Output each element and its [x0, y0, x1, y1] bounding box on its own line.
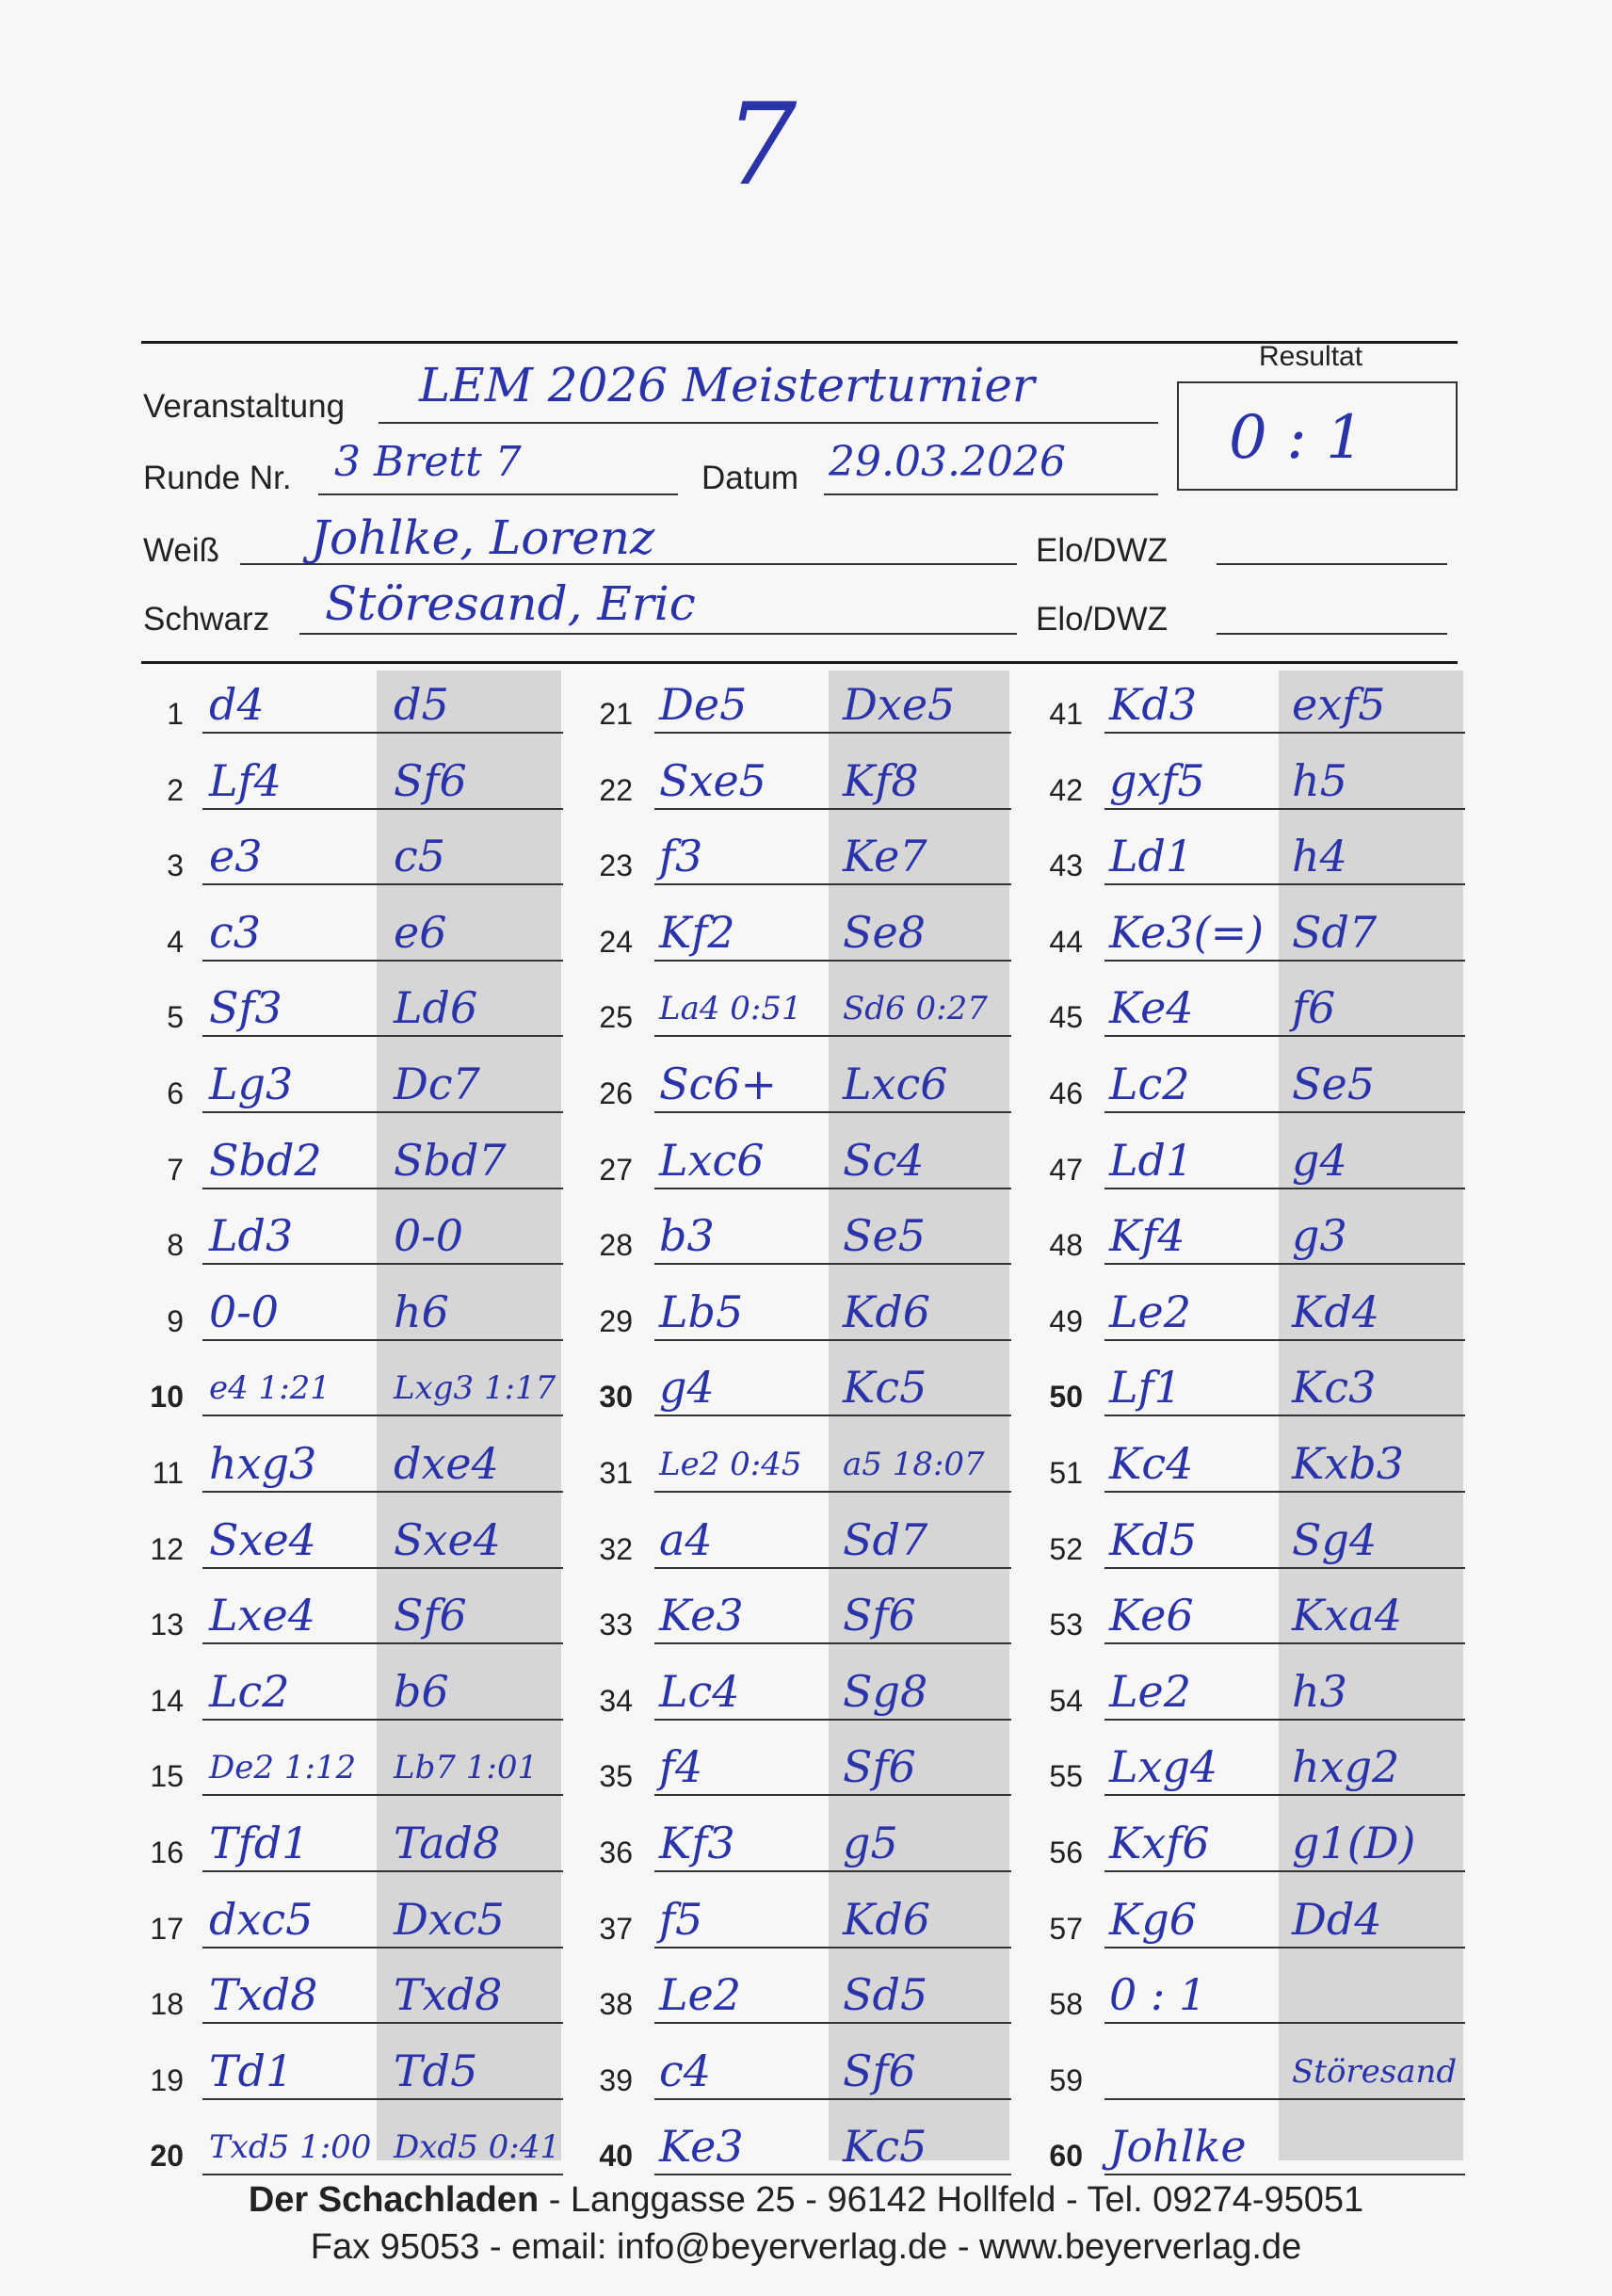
footer-line-2: Fax 95053 - email: info@beyerverlag.de - www.beyerverlag.de — [310, 2227, 1302, 2267]
white-move[interactable]: Johlke — [1109, 2121, 1247, 2173]
white-move-underline — [1104, 1794, 1465, 1796]
move-number: 31 — [599, 1456, 633, 1490]
white-move-underline — [654, 2022, 1011, 2024]
black-move[interactable]: g5 — [843, 1818, 898, 1868]
black-move[interactable]: d5 — [394, 679, 449, 730]
move-number: 8 — [167, 1228, 184, 1263]
white-move-underline — [654, 2098, 1011, 2100]
white-move-underline — [202, 2022, 563, 2024]
black-move[interactable]: e6 — [394, 906, 447, 958]
black-move[interactable]: Kxa4 — [1292, 1590, 1402, 1641]
white-move[interactable]: Ld3 — [209, 1210, 294, 1262]
move-number: 18 — [150, 1987, 184, 2022]
black-move[interactable]: Kd4 — [1292, 1285, 1380, 1337]
move-number: 4 — [167, 924, 184, 959]
move-number: 16 — [150, 1835, 184, 1869]
white-move-underline — [1104, 1719, 1465, 1721]
footer-address: - Langgasse 25 - 96142 Hollfeld - Tel. 09274-95051 — [539, 2180, 1364, 2220]
white-move[interactable]: e4 1:21 — [209, 1369, 330, 1408]
elo-label-weiss: Elo/DWZ — [1036, 532, 1168, 569]
datum-label: Datum — [701, 460, 799, 496]
white-move-underline — [202, 1263, 563, 1265]
move-number: 23 — [599, 849, 633, 883]
white-move[interactable]: Lg3 — [209, 1059, 294, 1109]
move-number: 20 — [150, 2139, 184, 2174]
black-move[interactable]: h6 — [394, 1285, 449, 1337]
white-move-underline — [1104, 1339, 1465, 1341]
black-move[interactable]: hxg2 — [1292, 1741, 1400, 1793]
move-number: 5 — [167, 1000, 184, 1035]
white-move[interactable]: b3 — [659, 1210, 715, 1262]
black-move[interactable]: exf5 — [1292, 679, 1386, 730]
runde-value[interactable]: 3 Brett 7 — [334, 438, 522, 486]
white-move-underline — [202, 1719, 563, 1721]
black-move[interactable]: Kxb3 — [1292, 1438, 1405, 1489]
white-move-underline — [202, 1947, 563, 1948]
white-move-underline — [202, 808, 563, 810]
white-move-underline — [654, 1415, 1011, 1416]
footer-line-1 — [0, 2180, 1612, 2221]
move-number: 38 — [599, 1987, 633, 2022]
black-move[interactable]: Dxc5 — [394, 1893, 505, 1945]
black-move[interactable]: Sg8 — [843, 1665, 928, 1717]
black-move[interactable]: Sd5 — [843, 1969, 928, 2021]
move-number: 58 — [1049, 1987, 1083, 2022]
move-number: 36 — [599, 1835, 633, 1869]
white-move[interactable]: Kf4 — [1109, 1210, 1185, 1262]
white-move-underline — [1104, 1035, 1465, 1037]
black-move[interactable]: Dd4 — [1292, 1893, 1382, 1945]
white-move-underline — [202, 883, 563, 885]
white-move-underline — [654, 1642, 1011, 1644]
move-number: 50 — [1049, 1380, 1083, 1415]
white-move-underline — [202, 1870, 563, 1872]
white-move-underline — [202, 1794, 563, 1796]
sheet-number: 7 — [725, 80, 798, 211]
black-move[interactable]: Kc5 — [843, 2121, 927, 2173]
move-number: 34 — [599, 1683, 633, 1718]
move-number: 48 — [1049, 1228, 1083, 1263]
white-move-underline — [654, 1035, 1011, 1037]
white-move[interactable]: Lxg4 — [1109, 1741, 1218, 1793]
white-move-underline — [202, 2174, 563, 2175]
black-move[interactable]: Sd7 — [1292, 906, 1378, 958]
black-move[interactable]: Sf6 — [843, 1590, 916, 1641]
white-move[interactable]: f5 — [659, 1893, 703, 1945]
white-move[interactable]: Lf1 — [1109, 1362, 1182, 1414]
black-move[interactable]: Dxe5 — [843, 679, 956, 730]
white-move-underline — [654, 1111, 1011, 1113]
move-number: 10 — [150, 1380, 184, 1415]
black-move[interactable]: h4 — [1292, 831, 1347, 882]
move-number: 60 — [1049, 2139, 1083, 2174]
white-move[interactable]: 0 : 1 — [1109, 1969, 1207, 2021]
move-number: 51 — [1049, 1456, 1083, 1490]
move-number: 40 — [599, 2139, 633, 2174]
white-move[interactable]: Lc4 — [659, 1665, 740, 1717]
white-move[interactable]: De5 — [659, 679, 748, 730]
black-move[interactable]: Tad8 — [394, 1818, 501, 1868]
white-move[interactable]: Lxc6 — [659, 1134, 765, 1186]
black-move[interactable]: Sxe4 — [394, 1513, 501, 1565]
white-move-underline — [654, 2174, 1011, 2175]
black-move[interactable]: Sf6 — [394, 1590, 467, 1641]
move-number: 39 — [599, 2062, 633, 2097]
move-number: 9 — [167, 1303, 184, 1338]
white-move-underline — [1104, 1491, 1465, 1493]
move-number: 22 — [599, 772, 633, 807]
white-move-underline — [654, 808, 1011, 810]
white-move[interactable]: Kg6 — [1109, 1893, 1198, 1945]
white-move[interactable]: Sxe5 — [659, 754, 766, 806]
white-move-underline — [654, 1870, 1011, 1872]
black-move[interactable]: Sc4 — [843, 1134, 925, 1186]
white-move[interactable]: Lxe4 — [209, 1590, 315, 1641]
white-move-underline — [202, 960, 563, 962]
move-number: 57 — [1049, 1911, 1083, 1946]
black-move[interactable]: Dc7 — [394, 1059, 480, 1109]
white-move-underline — [1104, 960, 1465, 962]
white-move[interactable]: dxc5 — [209, 1893, 314, 1945]
white-move[interactable]: a4 — [659, 1513, 713, 1565]
veranstaltung-underline — [379, 422, 1158, 424]
black-move[interactable]: Kc3 — [1292, 1362, 1377, 1414]
black-move[interactable]: Se5 — [1292, 1059, 1376, 1109]
white-move[interactable]: Sf3 — [209, 982, 282, 1034]
move-number: 59 — [1049, 2062, 1083, 2097]
runde-underline — [318, 493, 678, 495]
white-move-underline — [654, 1567, 1011, 1569]
black-move[interactable]: f6 — [1292, 982, 1336, 1034]
white-move[interactable]: Ke6 — [1109, 1590, 1194, 1641]
runde-label: Runde Nr. — [143, 460, 292, 496]
move-number: 26 — [599, 1076, 633, 1110]
white-move-underline — [202, 1567, 563, 1569]
header-bottom-rule — [141, 661, 1458, 664]
black-move[interactable]: Sd7 — [843, 1513, 928, 1565]
white-move[interactable]: Ke4 — [1109, 982, 1194, 1034]
white-move-underline — [202, 732, 563, 734]
move-number: 44 — [1049, 924, 1083, 959]
white-move-underline — [654, 1491, 1011, 1493]
move-number: 45 — [1049, 1000, 1083, 1035]
black-move[interactable]: Sf6 — [394, 754, 467, 806]
white-move[interactable]: 0-0 — [209, 1285, 280, 1337]
white-move-underline — [1104, 1567, 1465, 1569]
black-move[interactable]: Se5 — [843, 1210, 927, 1262]
move-number: 49 — [1049, 1303, 1083, 1338]
footer-brand: Der Schachladen — [248, 2180, 540, 2220]
black-move[interactable]: dxe4 — [394, 1438, 499, 1489]
move-number: 47 — [1049, 1152, 1083, 1187]
move-number: 35 — [599, 1759, 633, 1794]
datum-underline — [824, 493, 1158, 495]
white-move-underline — [654, 1339, 1011, 1341]
move-number: 15 — [150, 1759, 184, 1794]
white-move-underline — [654, 883, 1011, 885]
white-move[interactable]: Le2 — [1109, 1665, 1192, 1717]
white-move[interactable]: Ld1 — [1109, 831, 1194, 882]
schwarz-value[interactable]: Störesand, Eric — [325, 576, 696, 631]
black-move[interactable]: h5 — [1292, 754, 1347, 806]
black-move[interactable]: Se8 — [843, 906, 927, 958]
white-move[interactable]: Kd3 — [1109, 679, 1198, 730]
schwarz-underline — [299, 633, 1017, 635]
move-number: 33 — [599, 1608, 633, 1642]
move-number: 37 — [599, 1911, 633, 1946]
white-move-underline — [1104, 2098, 1465, 2100]
move-number: 3 — [167, 849, 184, 883]
move-number: 11 — [152, 1456, 184, 1490]
black-move[interactable]: Kd6 — [843, 1893, 931, 1945]
move-number: 32 — [599, 1531, 633, 1566]
datum-value[interactable]: 29.03.2026 — [829, 438, 1066, 486]
black-move[interactable]: Txd8 — [394, 1969, 503, 2021]
white-move-underline — [1104, 1870, 1465, 1872]
white-move[interactable]: Kxf6 — [1109, 1818, 1210, 1868]
white-move[interactable]: Kd5 — [1109, 1513, 1198, 1565]
white-move-underline — [654, 960, 1011, 962]
white-move[interactable]: Ke3(=) — [1109, 906, 1265, 958]
black-move[interactable]: g3 — [1292, 1210, 1347, 1262]
white-move-underline — [654, 1794, 1011, 1796]
move-number: 43 — [1049, 849, 1083, 883]
white-move[interactable]: Le2 — [1109, 1285, 1192, 1337]
black-move[interactable]: Sf6 — [843, 1741, 916, 1793]
white-move[interactable]: De2 1:12 — [209, 1749, 357, 1787]
white-move[interactable]: Ke3 — [659, 1590, 744, 1641]
white-move[interactable]: Txd5 1:00 — [209, 2128, 372, 2167]
move-number: 7 — [167, 1152, 184, 1187]
black-move[interactable]: b6 — [394, 1665, 449, 1717]
white-move[interactable]: Txd8 — [209, 1969, 318, 2021]
white-move-underline — [202, 1642, 563, 1644]
move-number: 42 — [1049, 772, 1083, 807]
white-move[interactable]: Le2 — [659, 1969, 742, 2021]
white-move-underline — [202, 1415, 563, 1416]
white-move-underline — [1104, 883, 1465, 885]
black-move[interactable]: Störesand — [1292, 2052, 1458, 2091]
white-move-underline — [1104, 1642, 1465, 1644]
move-number: 1 — [167, 697, 184, 731]
white-move[interactable]: c3 — [209, 906, 262, 958]
move-number: 17 — [150, 1911, 184, 1946]
resultat-label: Resultat — [1259, 341, 1363, 372]
white-move[interactable]: Kf2 — [659, 906, 735, 958]
white-move-underline — [1104, 2174, 1465, 2175]
white-move-underline — [1104, 1263, 1465, 1265]
black-move[interactable]: c5 — [394, 831, 446, 882]
white-move-underline — [654, 732, 1011, 734]
black-move[interactable]: 0-0 — [394, 1210, 464, 1262]
move-number: 53 — [1049, 1608, 1083, 1642]
weiss-value[interactable]: Johlke, Lorenz — [311, 510, 655, 565]
white-move-underline — [1104, 2022, 1465, 2024]
move-number: 27 — [599, 1152, 633, 1187]
white-move[interactable]: Kf3 — [659, 1818, 735, 1868]
move-number: 12 — [150, 1531, 184, 1566]
black-move[interactable]: Kf8 — [843, 754, 919, 806]
move-number: 28 — [599, 1228, 633, 1263]
black-move[interactable]: g1(D) — [1292, 1818, 1416, 1868]
white-move[interactable]: Lf4 — [209, 754, 282, 806]
white-move-underline — [1104, 732, 1465, 734]
elo-weiss-underline[interactable] — [1217, 563, 1447, 565]
move-number: 41 — [1049, 697, 1083, 731]
black-move[interactable]: Lxc6 — [843, 1059, 948, 1109]
black-move[interactable]: Lxg3 1:17 — [394, 1369, 556, 1408]
white-move[interactable]: f4 — [659, 1741, 703, 1793]
white-move[interactable]: Kc4 — [1109, 1438, 1194, 1489]
move-number: 13 — [150, 1608, 184, 1642]
white-move-underline — [202, 2098, 563, 2100]
elo-label-schwarz: Elo/DWZ — [1036, 601, 1168, 638]
white-move-underline — [1104, 1111, 1465, 1113]
white-move-underline — [202, 1491, 563, 1493]
white-move-underline — [202, 1111, 563, 1113]
white-move[interactable]: Td1 — [209, 2045, 294, 2096]
white-move-underline — [202, 1339, 563, 1341]
black-move[interactable]: Ke7 — [843, 831, 927, 882]
white-move[interactable]: Le2 0:45 — [659, 1446, 802, 1483]
resultat-value: 0 : 1 — [1229, 403, 1364, 473]
white-move[interactable]: gxf5 — [1109, 754, 1205, 806]
black-move[interactable]: Dxd5 0:41 — [394, 2128, 560, 2167]
move-number: 54 — [1049, 1683, 1083, 1718]
black-move[interactable]: Kd6 — [843, 1285, 931, 1337]
white-move-underline — [1104, 1415, 1465, 1416]
black-move[interactable]: Lb7 1:01 — [394, 1749, 539, 1787]
white-move-underline — [1104, 1947, 1465, 1948]
white-move-underline — [654, 1263, 1011, 1265]
white-move[interactable]: Sbd2 — [209, 1134, 322, 1186]
black-move[interactable]: Td5 — [394, 2045, 478, 2096]
white-move[interactable]: f3 — [659, 831, 703, 882]
white-move[interactable]: g4 — [659, 1362, 715, 1414]
white-move[interactable]: Lc2 — [209, 1665, 290, 1717]
white-move-underline — [1104, 1188, 1465, 1189]
white-move[interactable]: La4 0:51 — [659, 990, 802, 1028]
white-move[interactable]: Lb5 — [659, 1285, 744, 1337]
move-number: 29 — [599, 1303, 633, 1338]
white-move-underline — [202, 1188, 563, 1189]
white-move[interactable]: Lc2 — [1109, 1059, 1190, 1109]
white-move[interactable]: Ld1 — [1109, 1134, 1194, 1186]
white-move[interactable]: c4 — [659, 2045, 712, 2096]
white-move-underline — [654, 1947, 1011, 1948]
veranstaltung-label: Veranstaltung — [143, 388, 346, 425]
move-number: 55 — [1049, 1759, 1083, 1794]
white-move[interactable]: Tfd1 — [209, 1818, 310, 1868]
black-move[interactable]: Sg4 — [1292, 1513, 1378, 1565]
black-move[interactable]: h3 — [1292, 1665, 1347, 1717]
move-number: 19 — [150, 2062, 184, 2097]
white-move[interactable]: e3 — [209, 831, 263, 882]
white-move-underline — [202, 1035, 563, 1037]
move-number: 52 — [1049, 1531, 1083, 1566]
move-number: 25 — [599, 1000, 633, 1035]
black-move[interactable]: Sbd7 — [394, 1134, 507, 1186]
white-move[interactable]: Sc6+ — [659, 1059, 778, 1109]
white-move[interactable]: hxg3 — [209, 1438, 317, 1489]
schwarz-label: Schwarz — [143, 601, 270, 638]
move-number: 2 — [167, 772, 184, 807]
elo-schwarz-underline[interactable] — [1217, 633, 1447, 635]
weiss-label: Weiß — [143, 532, 220, 569]
black-move[interactable]: Ld6 — [394, 982, 478, 1034]
white-move[interactable]: d4 — [209, 679, 265, 730]
move-number: 30 — [599, 1380, 633, 1415]
move-number: 46 — [1049, 1076, 1083, 1110]
black-move[interactable]: a5 18:07 — [843, 1446, 985, 1483]
move-number: 14 — [150, 1683, 184, 1718]
white-move[interactable]: Ke3 — [659, 2121, 744, 2173]
white-move[interactable]: Sxe4 — [209, 1513, 316, 1565]
veranstaltung-value[interactable]: LEM 2026 Meisterturnier — [419, 358, 1035, 412]
black-move[interactable]: Sd6 0:27 — [843, 990, 988, 1028]
black-move[interactable]: g4 — [1292, 1134, 1347, 1186]
move-number: 21 — [599, 697, 633, 731]
white-move-underline — [654, 1188, 1011, 1189]
move-number: 6 — [167, 1076, 184, 1110]
move-number: 56 — [1049, 1835, 1083, 1869]
move-number: 24 — [599, 924, 633, 959]
white-move-underline — [1104, 808, 1465, 810]
black-move[interactable]: Kc5 — [843, 1362, 927, 1414]
black-move[interactable]: Sf6 — [843, 2045, 916, 2096]
white-move-underline — [654, 1719, 1011, 1721]
